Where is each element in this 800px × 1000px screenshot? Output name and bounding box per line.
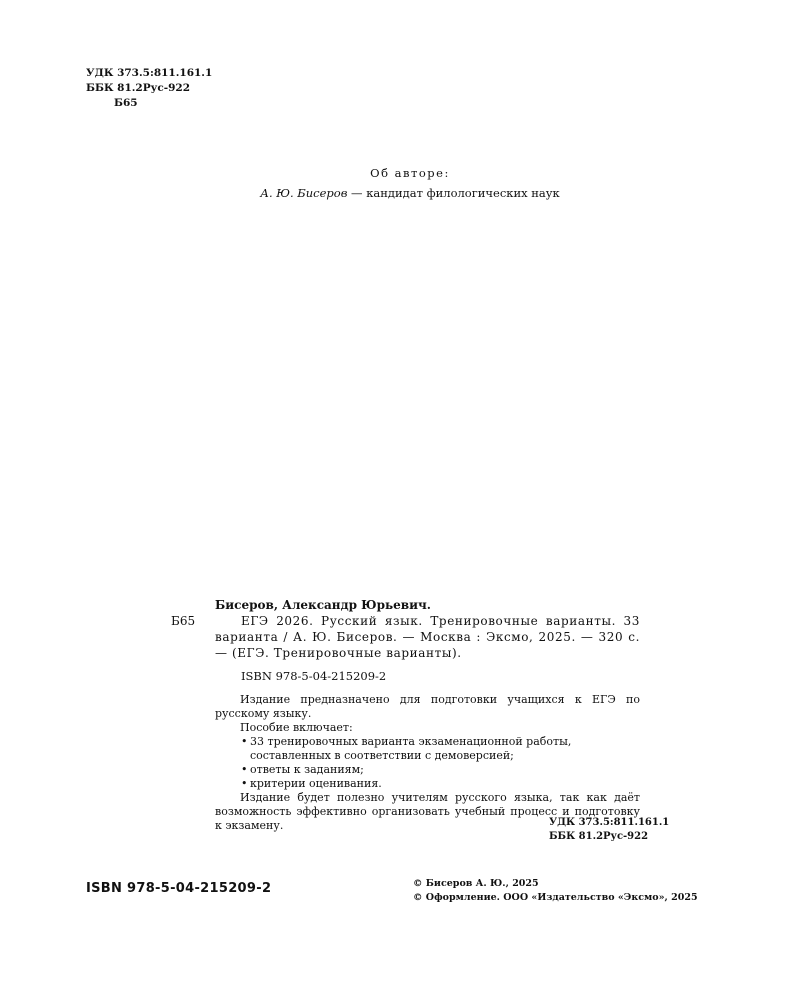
copyright-author: © Бисеров А. Ю., 2025 [413,878,539,889]
about-line [200,183,620,203]
copyright-design: © Оформление. ООО «Издательство «Эксмо», 2025 [413,892,698,903]
list-item: • 33 тренировочных варианта экзаменационной работы, составленных в соответствии с демоверсией; [241,735,572,762]
author-credentials: — кандидат филологических наук [347,186,560,200]
annotation [215,693,640,833]
about-title: Об авторе: [370,166,450,180]
author-sign: Б65 [114,97,138,109]
udk-code: УДК 373.5:811.161.1 [549,817,670,828]
annotation-list [215,735,640,791]
classification-block [86,66,212,111]
about-author [200,163,620,203]
copyright-block [413,877,698,905]
biblio-description: ЕГЭ 2026. Русский язык. Тренировочные варианты. 33 варианта / А. Ю. Бисеров. — Москва : Эксмо, 2025. — 320 с. — (ЕГЭ. Тренировочные варианты). [215,614,640,660]
bbk-code: ББК 81.2Рус-922 [86,82,191,94]
bibliographic-record [215,597,640,833]
bullet-icon: • [241,763,248,776]
bullet-icon: • [241,777,248,790]
bullet-icon: • [241,735,248,748]
biblio-author: Бисеров, Александр Юрьевич. [215,598,431,612]
biblio-author-sign: Б65 [171,614,196,628]
classification-block-right [549,816,669,844]
list-item: • ответы к заданиям; [241,763,364,776]
biblio-isbn: ISBN 978-5-04-215209-2 [241,669,387,683]
author-name: А. Ю. Бисеров [260,186,348,200]
annotation-closing: Издание будет полезно учителям русского языка, так как даёт возможность эффективно организовать учебный процесс и подготовку к экзамену. [215,791,640,832]
isbn-bottom: ISBN 978-5-04-215209-2 [86,881,272,896]
bbk-code: ББК 81.2Рус-922 [549,831,649,842]
udk-code: УДК 373.5:811.161.1 [86,67,213,79]
annotation-intro: Издание предназначено для подготовки учащихся к ЕГЭ по русскому языку. [215,693,640,720]
list-item: • критерии оценивания. [241,777,382,790]
annotation-includes: Пособие включает: [240,721,353,734]
